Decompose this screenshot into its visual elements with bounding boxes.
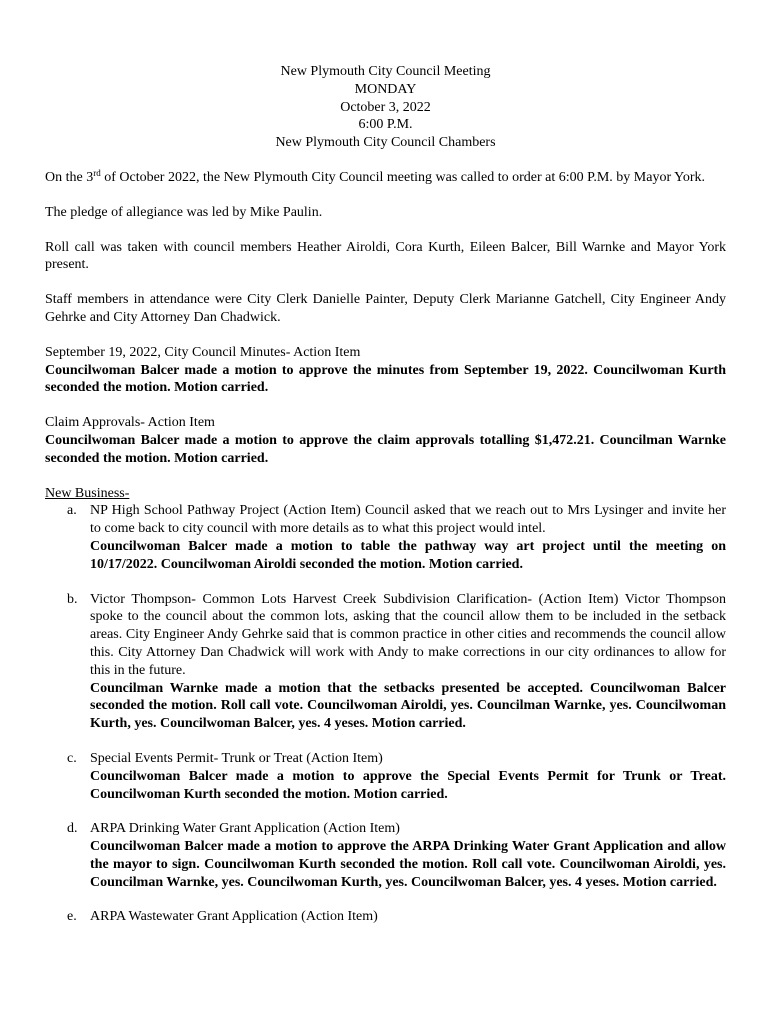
list-marker: c. <box>67 750 77 766</box>
list-item-text: NP High School Pathway Project (Action Item) Council asked that we reach out to Mrs Lysinger and invite her to come back to city council with more details as to what this project would intel. <box>90 503 726 537</box>
list-item-motion: Councilwoman Balcer made a motion to table the pathway way art project until the meeting on 10/17/2022. Councilwoman Airoldi seconded the motion. Motion carried. <box>90 538 726 572</box>
meeting-title: New Plymouth City Council Meeting <box>280 64 491 79</box>
staff-paragraph: Staff members in attendance were City Clerk Danielle Painter, Deputy Clerk Marianne Gatchell, City Engineer Andy Gehrke and City Attorney Dan Chadwick. <box>45 292 726 325</box>
meeting-location: New Plymouth City Council Chambers <box>275 135 496 151</box>
list-item-text: Victor Thompson- Common Lots Harvest Creek Subdivision Clarification- (Action Item) Victor Thompson spoke to the council about the common lots, asking that the council allow them to be included in the setback areas. City Engineer Andy Gehrke said that is common practice in other cities and recommends the council allow this. City Attorney Dan Chadwick will work with Andy to make corrections in our city ordinances to allow for this in the future. <box>90 591 726 678</box>
pledge-paragraph: The pledge of allegiance was led by Mike Paulin. <box>45 204 323 220</box>
intro-paragraph: On the 3rd of October 2022, the New Plymouth City Council meeting was called to order at 6:00 P.M. by Mayor York. <box>45 167 705 185</box>
list-marker: b. <box>67 591 78 607</box>
list-marker: a. <box>67 503 77 519</box>
list-item-text: ARPA Drinking Water Grant Application (Action Item) <box>90 821 400 837</box>
roll-call-paragraph: Roll call was taken with council members Heather Airoldi, Cora Kurth, Eileen Balcer, Bill Warnke and Mayor York present. <box>45 239 726 273</box>
list-item <box>45 591 726 733</box>
list-item-text: ARPA Wastewater Grant Application (Action Item) <box>90 909 378 925</box>
meeting-date: October 3, 2022 <box>340 99 431 115</box>
minutes-item <box>45 344 726 397</box>
claims-motion: Councilwoman Balcer made a motion to approve the claim approvals totalling $1,472.21. Councilman Warnke seconded the motion. Motion carried. <box>45 432 726 466</box>
new-business-list <box>45 502 726 926</box>
minutes-motion: Councilwoman Balcer made a motion to approve the minutes from September 19, 2022. Councilwoman Kurth seconded the motion. Motion carried. <box>45 362 726 396</box>
list-item <box>45 750 726 803</box>
list-item <box>45 502 726 573</box>
new-business-heading: New Business- <box>45 485 130 501</box>
list-item-motion: Councilwoman Balcer made a motion to approve the Special Events Permit for Trunk or Treat. Councilwoman Kurth seconded the motion. Motion carried. <box>90 768 726 802</box>
meeting-day: MONDAY <box>354 81 417 97</box>
meeting-time: 6:00 P.M. <box>358 117 413 133</box>
list-item-motion: Councilman Warnke made a motion that the setbacks presented be accepted. Councilwoman Balcer seconded the motion. Roll call vote. Councilwoman Airoldi, yes. Councilman Warnke, yes. Councilwoman Kurth, yes. Councilwoman Balcer, yes. 4 yeses. Motion carried. <box>90 680 726 732</box>
list-marker: d. <box>67 821 78 837</box>
list-item <box>45 908 726 926</box>
list-item-motion: Councilwoman Balcer made a motion to approve the ARPA Drinking Water Grant Application and allow the mayor to sign. Councilwoman Kurth seconded the motion. Roll call vote. Councilwoman Airoldi, yes. Councilman Warnke, yes. Councilwoman Kurth, yes. Councilwoman Balcer, yes. 4 yeses. Motion carried. <box>90 839 726 890</box>
meeting-header <box>45 63 726 152</box>
minutes-title: September 19, 2022, City Council Minutes- Action Item <box>45 344 361 360</box>
list-item-text: Special Events Permit- Trunk or Treat (Action Item) <box>90 750 383 766</box>
list-marker: e. <box>67 909 77 925</box>
claims-item <box>45 414 726 467</box>
new-business-section <box>45 485 726 927</box>
list-item <box>45 820 726 891</box>
document-page <box>45 63 726 943</box>
claims-title: Claim Approvals- Action Item <box>45 415 215 431</box>
